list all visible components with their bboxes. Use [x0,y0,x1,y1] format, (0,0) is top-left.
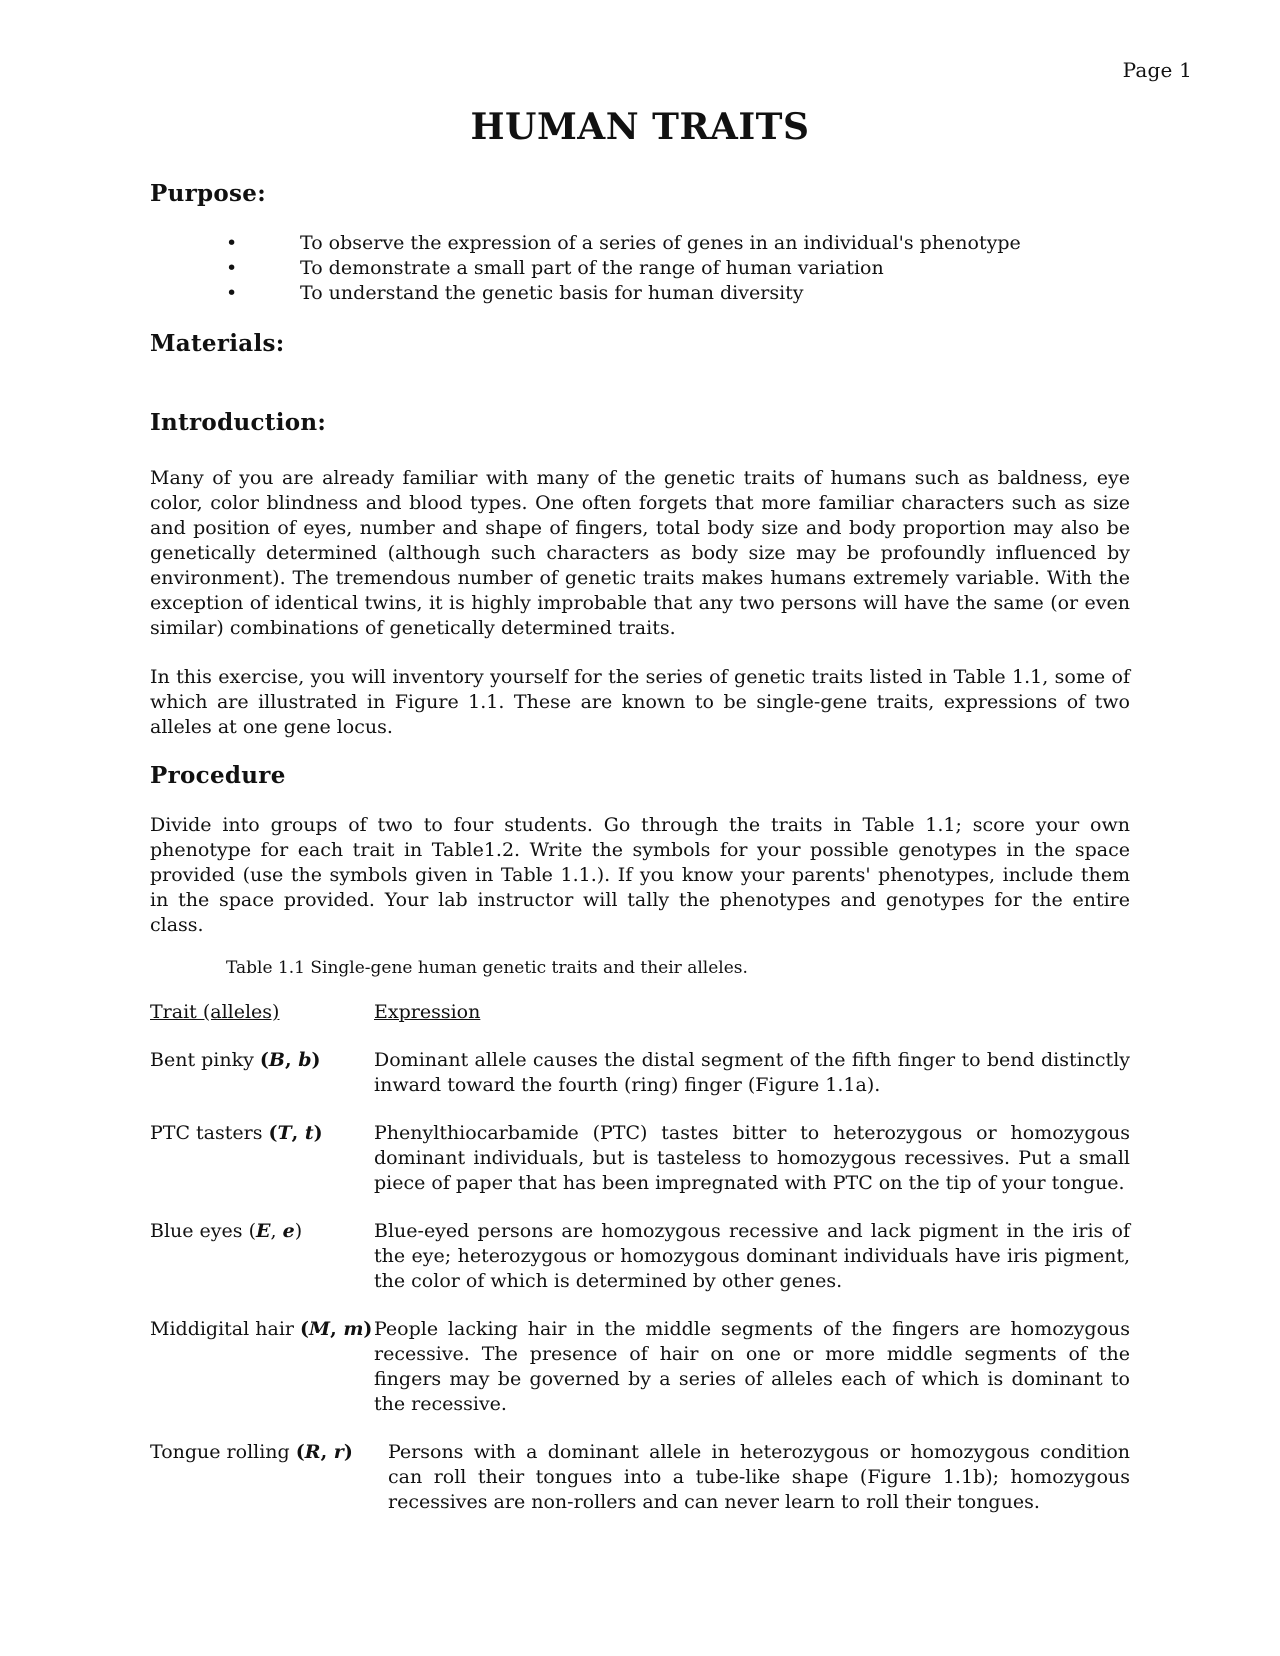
page-number: Page 1 [1122,58,1192,82]
introduction-paragraph: Many of you are already familiar with many of the genetic traits of humans such as baldness, eye color, color blindness and blood types. One often forgets that more familiar characters such as size and position of eyes, number and shape of fingers, total body size and body proportion may also be genetically determined (although such characters as body size may be profoundly influenced by environment). The tremendous number of genetic traits makes humans extremely variable. With the exception of identical twins, it is highly improbable that any two persons will have the same (or even similar) combinations of genetically determined traits. [150,467,1130,639]
expression-cell: People lacking hair in the middle segments of the fingers are homozygous recessive. The presence of hair on one or more middle segments of the fingers may be governed by a series of alleles each of which is dominant to the recessive. [374,1318,1130,1415]
purpose-list [150,231,1130,306]
purpose-item [150,256,1130,281]
bullet-icon: • [226,257,238,279]
table-row [150,1048,1130,1098]
bullet-icon: • [226,282,238,304]
trait-cell: Tongue rolling (R, r) [150,1441,353,1463]
purpose-item [150,231,1130,256]
trait-cell: Middigital hair (M, m) [150,1318,373,1340]
table-row [150,1440,1130,1515]
purpose-item-text: To demonstrate a small part of the range of human variation [300,257,884,279]
purpose-item-text: To understand the genetic basis for human diversity [300,282,804,304]
trait-cell: Bent pinky (B, b) [150,1049,321,1071]
trait-cell: PTC tasters (T, t) [150,1122,323,1144]
table-row [150,1121,1130,1196]
expression-cell: Blue-eyed persons are homozygous recessive and lack pigment in the iris of the eye; heterozygous or homozygous dominant individuals have iris pigment, the color of which is determined by other genes. [374,1220,1130,1292]
procedure-paragraph: Divide into groups of two to four students. Go through the traits in Table 1.1; score your own phenotype for each trait in Table1.2. Write the symbols for your possible genotypes in the space provided (use the symbols given in Table 1.1.). If you know your parents' phenotypes, include them in the space provided. Your lab instructor will tally the phenotypes and genotypes for the entire class. [150,814,1130,936]
header-expression: Expression [374,1001,481,1023]
expression-cell: Dominant allele causes the distal segment of the fifth finger to bend distinctly inward toward the fourth (ring) finger (Figure 1.1a). [374,1049,1130,1096]
table-header-row [150,1000,1130,1025]
traits-table [150,1000,1130,1515]
header-trait: Trait (alleles) [150,1001,280,1023]
bullet-icon: • [226,232,238,254]
purpose-item-text: To observe the expression of a series of genes in an individual's phenotype [300,232,1021,254]
page-title: HUMAN TRAITS [470,106,810,148]
procedure-heading: Procedure [150,762,286,789]
expression-cell: Persons with a dominant allele in heterozygous or homozygous condition can roll their tongues into a tube-like shape (Figure 1.1b); homozygous recessives are non-rollers and can never learn to roll their tongues. [388,1441,1130,1513]
document-body [150,180,1130,1515]
materials-heading: Materials: [150,330,285,357]
trait-cell: Blue eyes (E, e) [150,1220,303,1242]
introduction-heading: Introduction: [150,409,327,436]
purpose-heading: Purpose: [150,180,267,207]
purpose-item [150,281,1130,306]
introduction-paragraph: In this exercise, you will inventory yourself for the series of genetic traits listed in Table 1.1, some of which are illustrated in Figure 1.1. These are known to be single-gene traits, expressions of two alleles at one gene locus. [150,666,1130,738]
table-caption: Table 1.1 Single-gene human genetic traits and their alleles. [226,958,748,978]
expression-cell: Phenylthiocarbamide (PTC) tastes bitter to heterozygous or homozygous dominant individuals, but is tasteless to homozygous recessives. Put a small piece of paper that has been impregnated with PTC on the tip of your tongue. [374,1122,1130,1194]
table-row [150,1219,1130,1294]
table-row [150,1317,1130,1417]
